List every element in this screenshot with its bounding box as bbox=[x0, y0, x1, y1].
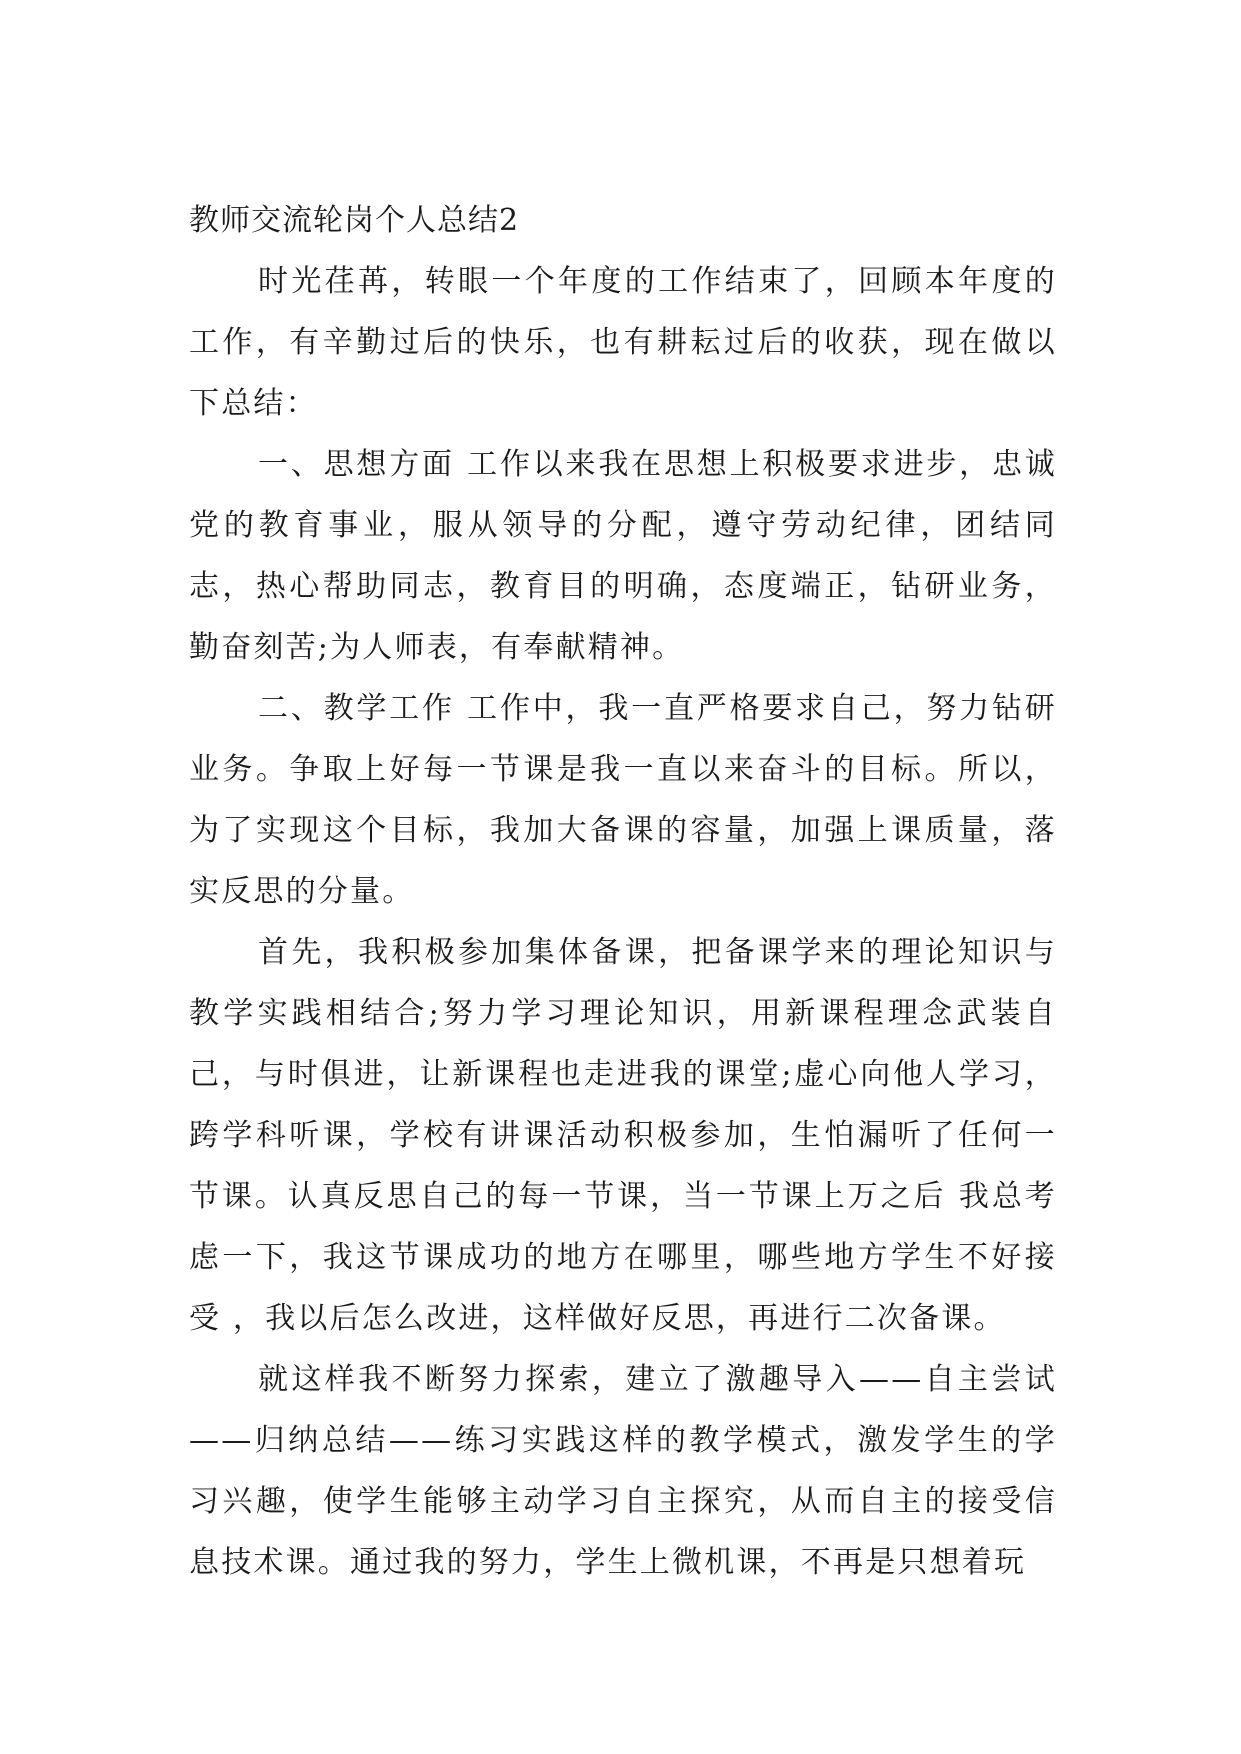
paragraph-teaching-model: 就这样我不断努力探索，建立了激趣导入——自主尝试——归纳总结——练习实践这样的教学模式，激发学生的学习兴趣，使学生能够主动学习自主探究，从而自主的接受信息技术课。通过我的努力，学生上微机课，不再是只想着玩 bbox=[189, 1362, 1057, 1580]
paragraph-teaching-work: 二、教学工作 工作中，我一直严格要求自己，努力钻研业务。争取上好每一节课是我一直以来奋斗的目标。所以，为了实现这个目标，我加大备课的容量，加强上课质量，落实反思的分量。 bbox=[189, 691, 1057, 909]
paragraph-ideology: 一、思想方面 工作以来我在思想上积极要求进步，忠诚党的教育事业，服从领导的分配，遵守劳动纪律，团结同志，热心帮助同志，教育目的明确，态度端正，钻研业务，勤奋刻苦;为人师表，有奉献精神。 bbox=[189, 447, 1057, 665]
paragraph-intro: 时光荏苒，转眼一个年度的工作结束了，回顾本年度的工作，有辛勤过后的快乐，也有耕耘过后的收获，现在做以下总结： bbox=[189, 264, 1057, 421]
document-title: 教师交流轮岗个人总结2 bbox=[189, 203, 520, 238]
paragraph-first: 首先，我积极参加集体备课，把备课学来的理论知识与教学实践相结合;努力学习理论知识，用新课程理念武装自己，与时俱进，让新课程也走进我的课堂;虚心向他人学习，跨学科听课，学校有讲课活动积极参加，生怕漏听了任何一节课。认真反思自己的每一节课，当一节课上万之后 我总考虑一下，我这节课成功的地方在哪里，哪些地方学生不好接受 ，我以后怎么改进，这样做好反思，再进行二次备课。 bbox=[189, 935, 1057, 1336]
document-body bbox=[189, 190, 1057, 1593]
